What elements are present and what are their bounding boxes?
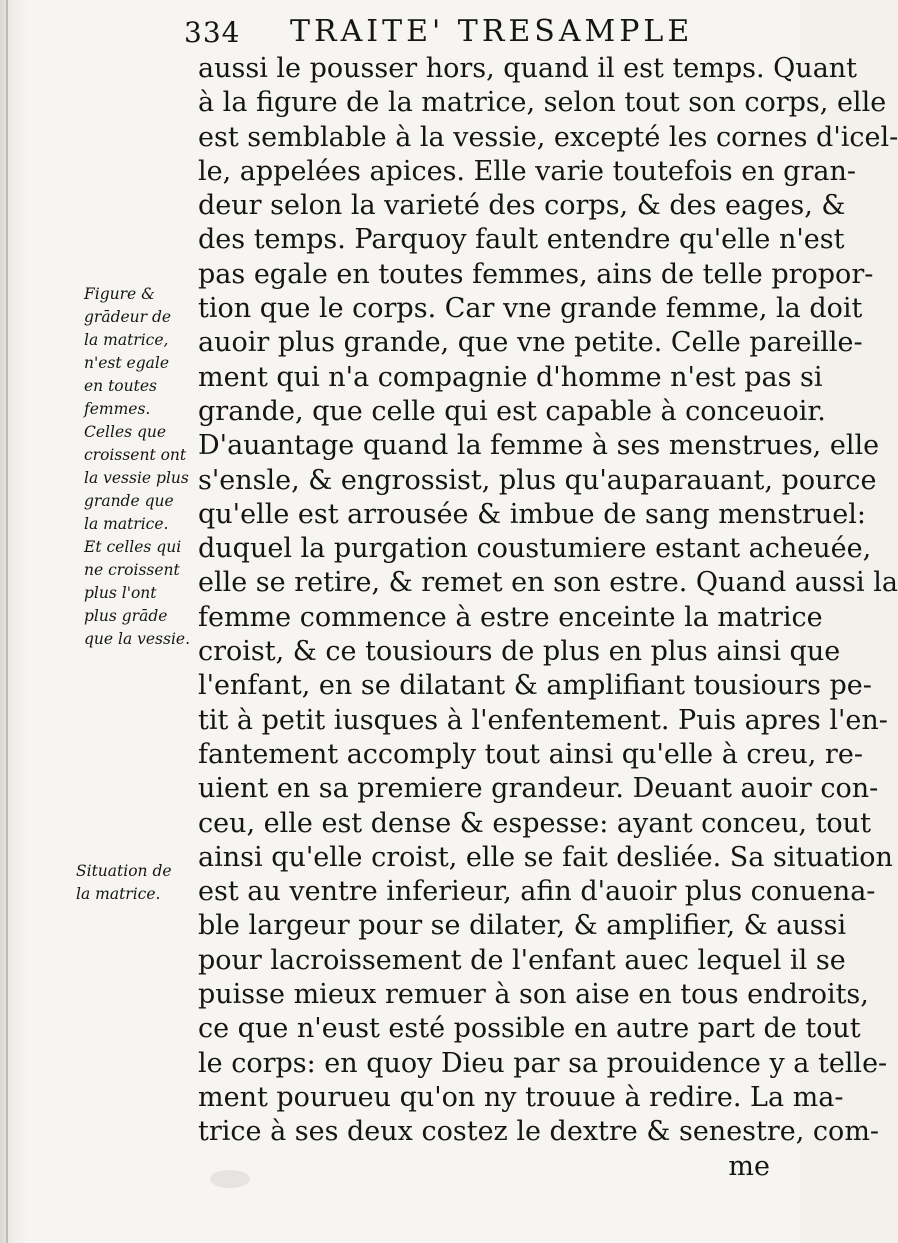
body-line: des temps. Parquoy fault entendre qu'elle n'est [198, 224, 845, 256]
body-line: ment qui n'a compagnie d'homme n'est pas si [198, 361, 823, 393]
body-text [198, 52, 898, 1184]
margin-note-line: la matrice. [84, 515, 169, 533]
margin-note-line: grādeur de [84, 308, 172, 326]
margin-note-line: la matrice. [76, 885, 161, 903]
body-line: fantement accomply tout ainsi qu'elle à creu, re- [198, 738, 863, 770]
margin-note-line: n'est egale [84, 354, 169, 372]
body-line: pas egale en toutes femmes, ains de telle propor- [198, 258, 874, 290]
body-line: pour lacroissement de l'enfant auec lequel il se [198, 944, 846, 976]
margin-note-line: Et celles qui [84, 538, 182, 556]
margin-note-line: la matrice, [84, 331, 169, 349]
margin-note-line: Situation de [76, 862, 172, 880]
body-line: me [728, 1150, 770, 1182]
margin-note-line: plus l'ont [84, 584, 157, 602]
body-line: est semblable à la vessie, excepté les cornes d'icel- [198, 121, 898, 153]
margin-note-figure [84, 283, 198, 651]
body-line: est au ventre inferieur, afin d'auoir plus conuena- [198, 876, 876, 908]
margin-note-line: ne croissent [84, 561, 180, 579]
body-line: ble largeur pour se dilater, & amplifier, & aussi [198, 910, 847, 942]
margin-note-line: que la vessie. [84, 630, 191, 648]
body-line: femme commence à estre enceinte la matrice [198, 601, 823, 633]
body-line: ceu, elle est dense & espesse: ayant conceu, tout [198, 807, 871, 839]
margin-note-line: Celles que [84, 423, 167, 441]
margin-note-line: plus grāde [84, 607, 168, 625]
body-line: l'enfant, en se dilatant & amplifiant tousiours pe- [198, 670, 872, 702]
body-line: D'auantage quand la femme à ses menstrues, elle [198, 430, 880, 462]
body-line: le, appelées apices. Elle varie toutefois en gran- [198, 155, 856, 187]
body-line: auoir plus grande, que vne petite. Celle pareille- [198, 327, 863, 359]
body-line: ce que n'eust esté possible en autre part de tout [198, 1013, 861, 1045]
page-gutter [6, 0, 8, 1243]
page-header [180, 12, 770, 50]
body-line: tion que le corps. Car vne grande femme, la doit [198, 293, 863, 325]
body-line: puisse mieux remuer à son aise en tous endroits, [198, 979, 869, 1011]
body-line: elle se retire, & remet en son estre. Quand aussi la [198, 567, 898, 599]
margin-note-line: en toutes [84, 377, 157, 395]
margin-note-situation [76, 860, 198, 906]
body-line: tit à petit iusques à l'enfentement. Puis apres l'en- [198, 704, 888, 736]
body-line: grande, que celle qui est capable à conceuoir. [198, 395, 826, 427]
ink-smudge [210, 1170, 250, 1188]
body-line: croist, & ce tousiours de plus en plus ainsi que [198, 636, 841, 668]
margin-note-line: la vessie plus [84, 469, 189, 487]
body-line: le corps: en quoy Dieu par sa prouidence y a telle- [198, 1047, 888, 1079]
body-line: ment pourueu qu'on ny trouue à redire. La ma- [198, 1081, 844, 1113]
body-line: duquel la purgation coustumiere estant acheuée, [198, 533, 872, 565]
body-line: s'ensle, & engrossist, plus qu'auparauant, pource [198, 464, 877, 496]
margin-note-line: croissent ont [84, 446, 187, 464]
body-line: deur selon la varieté des corps, & des eages, & [198, 190, 846, 222]
margin-note-line: femmes. [84, 400, 151, 418]
body-line: trice à ses deux costez le dextre & senestre, com- [198, 1116, 880, 1148]
body-line: ainsi qu'elle croist, elle se fait desliée. Sa situation [198, 841, 893, 873]
body-line: à la figure de la matrice, selon tout son corps, elle [198, 87, 887, 119]
body-line: aussi le pousser hors, quand il est temps. Quant [198, 53, 858, 84]
margin-note-line: grande que [84, 492, 174, 510]
body-line: uient en sa premiere grandeur. Deuant auoir con- [198, 773, 879, 805]
body-line: qu'elle est arrousée & imbue de sang menstruel: [198, 498, 866, 530]
margin-note-line: Figure & [84, 285, 155, 303]
running-title: TRAITE' TRESAMPLE [290, 14, 694, 49]
page-number: 334 [184, 16, 241, 49]
